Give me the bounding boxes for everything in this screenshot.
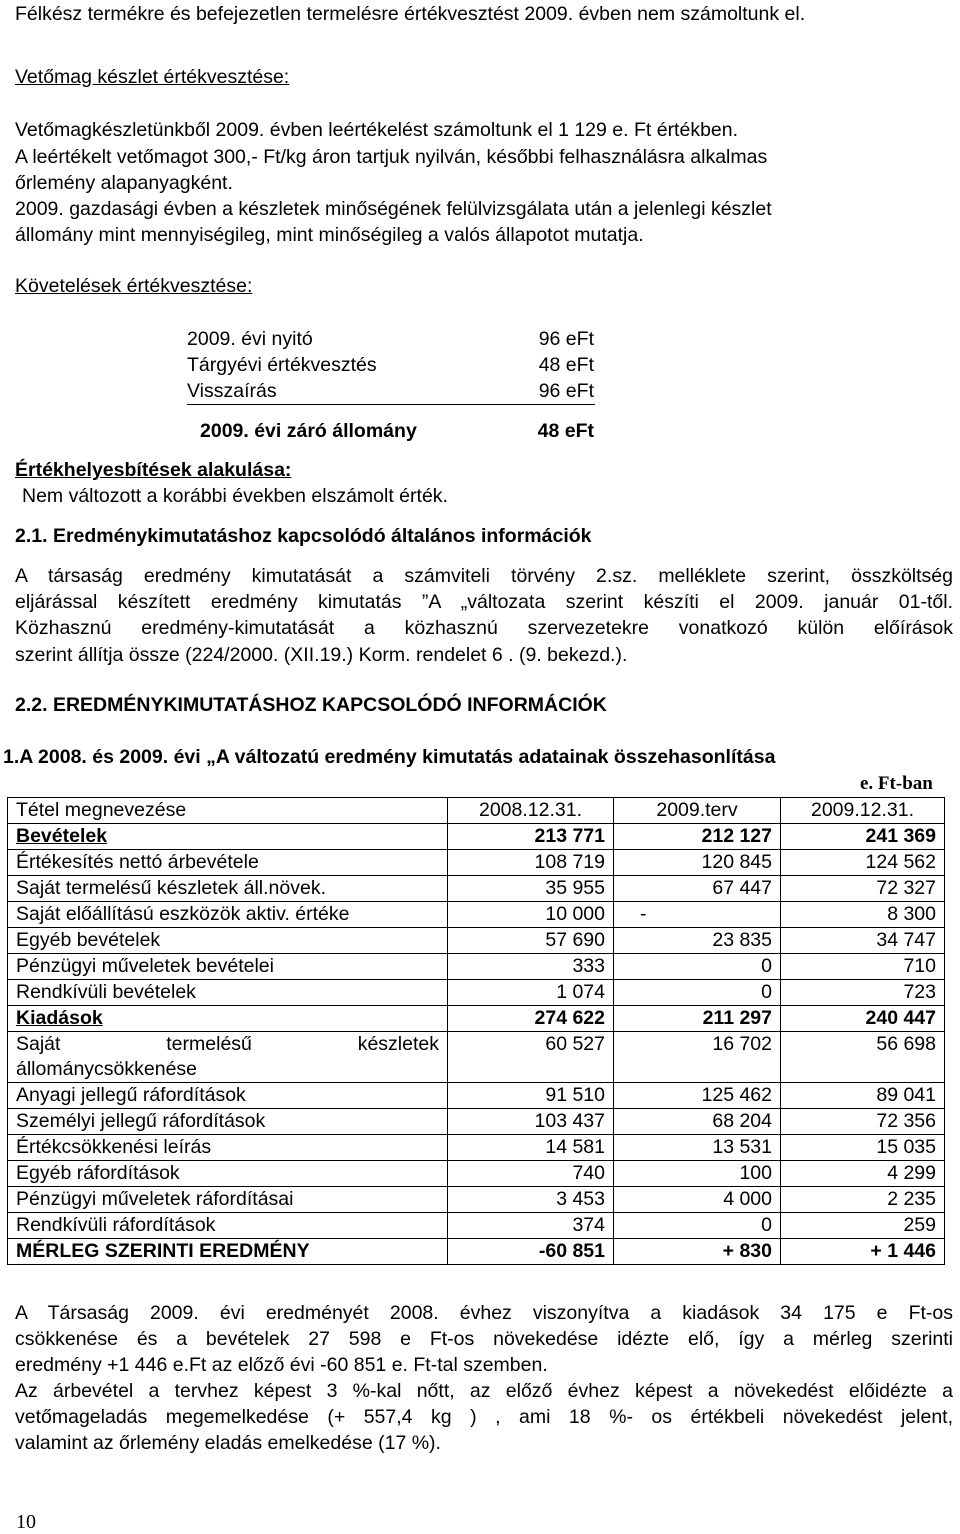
conclusion-line-6: valamint az őrlemény eladás emelkedése (17 %). xyxy=(15,1432,441,1454)
table-header-cell: Tétel megnevezése xyxy=(8,798,448,824)
table-cell: 211 297 xyxy=(614,1006,781,1032)
table-row xyxy=(8,980,945,1006)
kovetelesek-row-value: 96 eFt xyxy=(538,380,594,402)
table-cell: 0 xyxy=(614,954,781,980)
conclusion-line-4: Az árbevétel a tervhez képest 3 %-kal nőtt, az előző évhez képest a növekedést előidézte a xyxy=(15,1380,953,1402)
conclusion-line-5: vetőmageladás megemelkedése (+ 557,4 kg ) , ami 18 %- os értékbeli növekedést jelent, xyxy=(15,1406,953,1428)
kovetelesek-row-label: Tárgyévi értékvesztés xyxy=(187,354,377,376)
table-cell: 212 127 xyxy=(614,824,781,850)
table-cell: 72 327 xyxy=(781,876,945,902)
table-cell: 213 771 xyxy=(448,824,614,850)
table-row xyxy=(8,1006,945,1032)
table-cell: 710 xyxy=(781,954,945,980)
table-row xyxy=(8,876,945,902)
table-cell: + 830 xyxy=(614,1239,781,1265)
section-21-line-3: Közhasznú eredmény-kimutatását a közhasznú szervezetekre vonatkozó külön előírások xyxy=(15,617,953,639)
conclusion-line-2: csökkenése és a bevételek 27 598 e Ft-os növekedése idézte elő, így a mérleg szerinti xyxy=(15,1328,953,1350)
table-cell: 57 690 xyxy=(448,928,614,954)
table-cell: 68 204 xyxy=(614,1109,781,1135)
split-label-second-line: állománycsökkenése xyxy=(16,1058,198,1080)
table-header-row xyxy=(8,798,945,824)
unit-label: e. Ft-ban xyxy=(860,773,933,794)
table-cell: 34 747 xyxy=(781,928,945,954)
table-cell-label: Saját előállítású eszközök aktiv. értéke xyxy=(8,902,448,928)
table-cell: 14 581 xyxy=(448,1135,614,1161)
table-cell: -60 851 xyxy=(448,1239,614,1265)
section-22-heading: 2.2. EREDMÉNYKIMUTATÁSHOZ KAPCSOLÓDÓ INFORMÁCIÓK xyxy=(15,694,607,716)
table-row xyxy=(8,928,945,954)
kovetelesek-closing-label: 2009. évi záró állomány xyxy=(200,420,417,442)
table-cell: 125 462 xyxy=(614,1083,781,1109)
table-cell: 240 447 xyxy=(781,1006,945,1032)
table-cell: 374 xyxy=(448,1213,614,1239)
split-label-line xyxy=(16,1032,439,1057)
table-row xyxy=(8,902,945,928)
table-cell: 108 719 xyxy=(448,850,614,876)
table-header-cell: 2008.12.31. xyxy=(448,798,614,824)
kovetelesek-closing-value: 48 eFt xyxy=(537,420,594,442)
table-cell: 0 xyxy=(614,980,781,1006)
vetomag-heading: Vetőmag készlet értékvesztése: xyxy=(15,66,290,88)
conclusion-line-3: eredmény +1 446 e.Ft az előző évi -60 851 e. Ft-tal szemben. xyxy=(15,1354,548,1376)
intro-text: Félkész termékre és befejezetlen termelésre értékvesztést 2009. évben nem számoltunk el. xyxy=(15,3,806,25)
table-cell: 2 235 xyxy=(781,1187,945,1213)
table-cell: 333 xyxy=(448,954,614,980)
financial-table xyxy=(7,797,945,1265)
table-cell: 10 000 xyxy=(448,902,614,928)
table-cell: 4 299 xyxy=(781,1161,945,1187)
table-cell: 740 xyxy=(448,1161,614,1187)
table-cell-label: Személyi jellegű ráfordítások xyxy=(8,1109,448,1135)
table-row xyxy=(8,1135,945,1161)
table-cell: 8 300 xyxy=(781,902,945,928)
split-label-word: termelésű xyxy=(166,1033,252,1055)
split-label-word: Saját xyxy=(16,1033,61,1055)
table-cell-label: Pénzügyi műveletek bevételei xyxy=(8,954,448,980)
table-cell-label: MÉRLEG SZERINTI EREDMÉNY xyxy=(8,1239,448,1265)
vetomag-line-4: 2009. gazdasági évben a készletek minőségének felülvizsgálata után a jelenlegi készlet xyxy=(15,198,772,220)
table-cell: 67 447 xyxy=(614,876,781,902)
table-cell-label: Kiadások xyxy=(8,1006,448,1032)
table-cell-label: Egyéb bevételek xyxy=(8,928,448,954)
table-cell: 35 955 xyxy=(448,876,614,902)
vetomag-line-5: állomány mint mennyiségileg, mint minőségileg a valós állapotot mutatja. xyxy=(15,224,644,246)
table-cell-label: Bevételek xyxy=(8,824,448,850)
table-cell: 100 xyxy=(614,1161,781,1187)
table-cell: 13 531 xyxy=(614,1135,781,1161)
table-row xyxy=(8,850,945,876)
section-21-line-1: A társaság eredmény kimutatását a számviteli törvény 2.sz. melléklete szerint, összköltség xyxy=(15,565,953,587)
table-cell: 89 041 xyxy=(781,1083,945,1109)
ertekhelyesbites-text: Nem változott a korábbi években elszámolt érték. xyxy=(22,485,448,507)
table-cell: 91 510 xyxy=(448,1083,614,1109)
table-cell-label: Értékcsökkenési leírás xyxy=(8,1135,448,1161)
kovetelesek-row-value: 96 eFt xyxy=(538,328,594,350)
table-row xyxy=(8,1032,945,1083)
vetomag-line-3: őrlemény alapanyagként. xyxy=(15,172,233,194)
table-cell: 60 527 xyxy=(448,1032,614,1083)
table-cell: 16 702 xyxy=(614,1032,781,1083)
table-cell-label: Saját termelésű készletek áll.növek. xyxy=(8,876,448,902)
table-row xyxy=(8,1109,945,1135)
comparison-title: 1.A 2008. és 2009. évi „A változatú eredmény kimutatás adatainak összehasonlítása xyxy=(3,746,776,768)
table-row xyxy=(8,1213,945,1239)
table-cell: 120 845 xyxy=(614,850,781,876)
table-header-cell: 2009.12.31. xyxy=(781,798,945,824)
table-cell-label: Rendkívüli ráfordítások xyxy=(8,1213,448,1239)
kovetelesek-divider xyxy=(187,404,595,405)
table-cell: 72 356 xyxy=(781,1109,945,1135)
section-21-heading: 2.1. Eredménykimutatáshoz kapcsolódó általános információk xyxy=(15,525,592,547)
table-cell: 124 562 xyxy=(781,850,945,876)
table-cell: 241 369 xyxy=(781,824,945,850)
table-row xyxy=(8,1161,945,1187)
page-number: 10 xyxy=(16,1511,36,1533)
table-cell-label: Értékesítés nettó árbevétele xyxy=(8,850,448,876)
section-21-line-2: eljárással készített eredmény kimutatás ”A „változata szerint készíti el 2009. január 01-től. xyxy=(15,591,953,613)
table-cell: + 1 446 xyxy=(781,1239,945,1265)
kovetelesek-row-label: Visszaírás xyxy=(187,380,277,402)
table-cell: 3 453 xyxy=(448,1187,614,1213)
table-cell-label: Egyéb ráfordítások xyxy=(8,1161,448,1187)
section-21-line-4: szerint állítja össze (224/2000. (XII.19.) Korm. rendelet 6 . (9. bekezd.). xyxy=(15,644,628,666)
table-row xyxy=(8,1187,945,1213)
split-label-word: készletek xyxy=(357,1033,439,1055)
table-row xyxy=(8,824,945,850)
table-cell: 4 000 xyxy=(614,1187,781,1213)
kovetelesek-heading: Követelések értékvesztése: xyxy=(15,275,253,297)
table-cell-label xyxy=(8,1032,448,1083)
conclusion-line-1: A Társaság 2009. évi eredményét 2008. évhez viszonyítva a kiadások 34 175 e Ft-os xyxy=(15,1302,953,1324)
kovetelesek-row-label: 2009. évi nyitó xyxy=(187,328,313,350)
ertekhelyesbites-heading: Értékhelyesbítések alakulása: xyxy=(15,459,292,481)
table-cell-label: Rendkívüli bevételek xyxy=(8,980,448,1006)
table-cell: 274 622 xyxy=(448,1006,614,1032)
table-cell: 259 xyxy=(781,1213,945,1239)
table-cell: - xyxy=(614,902,781,928)
table-cell: 15 035 xyxy=(781,1135,945,1161)
kovetelesek-row-value: 48 eFt xyxy=(538,354,594,376)
table-cell: 56 698 xyxy=(781,1032,945,1083)
table-cell: 1 074 xyxy=(448,980,614,1006)
table-cell: 23 835 xyxy=(614,928,781,954)
table-row xyxy=(8,1083,945,1109)
table-row-result xyxy=(8,1239,945,1265)
table-header-cell: 2009.terv xyxy=(614,798,781,824)
vetomag-line-1: Vetőmagkészletünkből 2009. évben leértékelést számoltunk el 1 129 e. Ft értékben. xyxy=(15,119,739,141)
table-row xyxy=(8,954,945,980)
table-cell-label: Pénzügyi műveletek ráfordításai xyxy=(8,1187,448,1213)
table-cell: 723 xyxy=(781,980,945,1006)
table-cell: 103 437 xyxy=(448,1109,614,1135)
vetomag-line-2: A leértékelt vetőmagot 300,- Ft/kg áron tartjuk nyilván, későbbi felhasználásra alkalmas xyxy=(15,146,768,168)
table-cell-label: Anyagi jellegű ráfordítások xyxy=(8,1083,448,1109)
table-cell: 0 xyxy=(614,1213,781,1239)
